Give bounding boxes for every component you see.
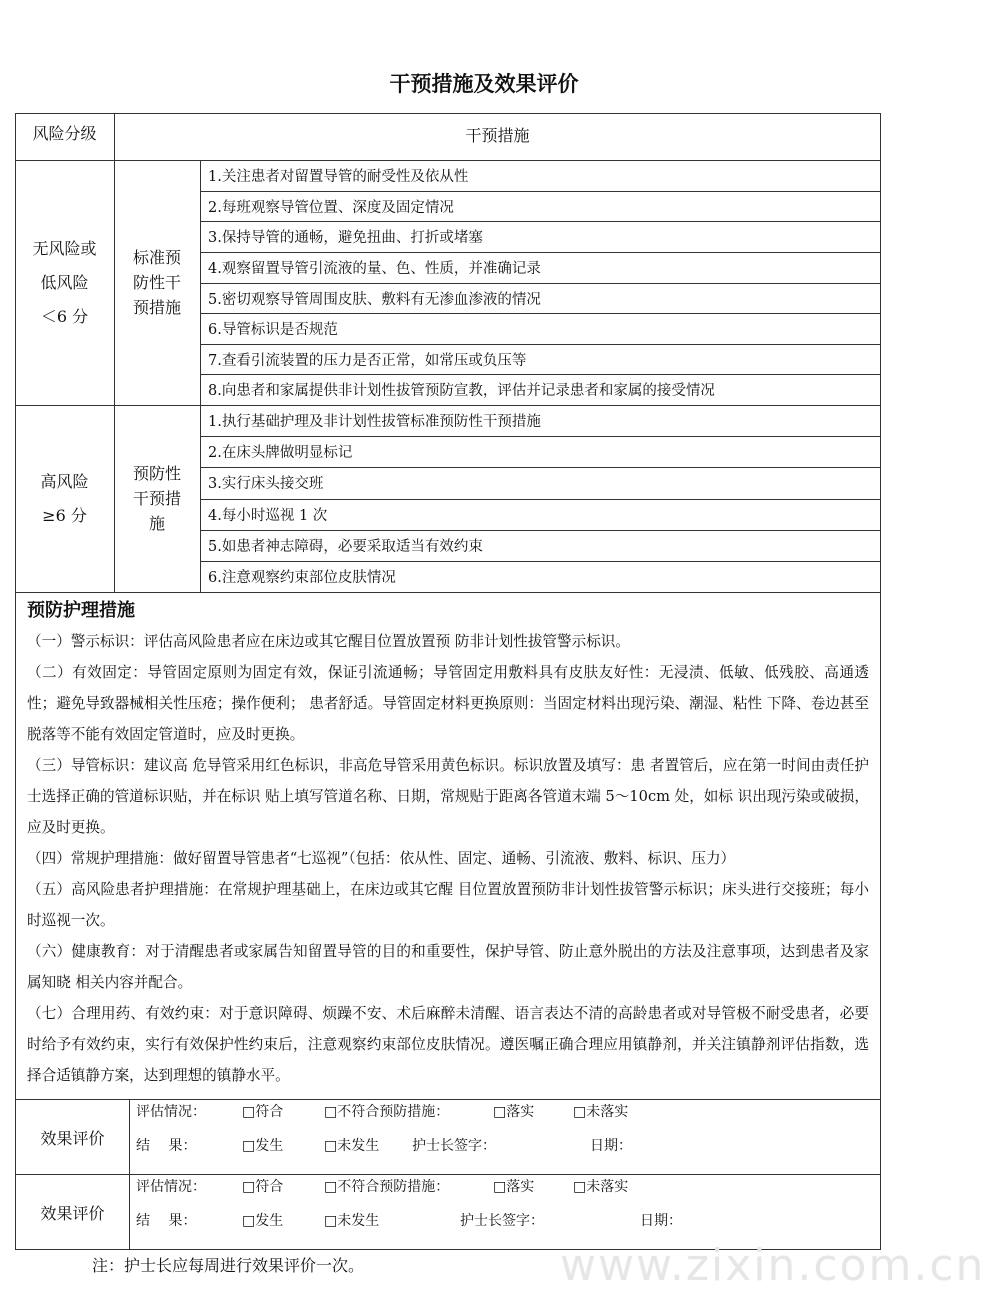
result-row: [136, 1211, 880, 1231]
risk-level-line: 高风险: [40, 471, 89, 491]
risk-level-cell: [15, 160, 114, 405]
evaluation-label: 效果评价: [16, 1100, 130, 1174]
intervention-type-line: 防性干: [132, 273, 181, 292]
not-occurred-checkbox[interactable]: □未发生: [324, 1138, 380, 1154]
divider: [200, 313, 881, 314]
evaluation-row: [16, 1174, 880, 1249]
nonconform-checkbox[interactable]: □不符合预防措施：: [324, 1104, 450, 1120]
risk-level-line: 无风险或: [32, 238, 97, 258]
intervention-item: 8.向患者和家属提供非计划性拔管预防宣教，评估并记录患者和家属的接受情况: [208, 383, 715, 400]
measure-paragraph: （五）高风险患者护理措施：在常规护理基础上，在床边或其它醒 目位置放置预防非计划性拔管警示标识；床头进行交接班；每小时巡视一次。: [27, 881, 869, 929]
risk-level-cell: [15, 405, 114, 592]
intervention-item: 5.如患者神志障碍，必要采取适当有效约束: [208, 538, 483, 555]
implemented-checkbox[interactable]: □落实: [493, 1104, 535, 1120]
divider: [200, 499, 881, 500]
measure-paragraph: （四）常规护理措施：做好留置导管患者“七巡视”（包括：依从性、固定、通畅、引流液、敷料、标识、压力）: [27, 850, 736, 867]
intervention-type-cell: [114, 405, 200, 592]
assessment-label: 评估情况：: [136, 1179, 206, 1195]
prevention-measures: [16, 592, 880, 1099]
evaluation-content: [130, 1100, 880, 1174]
header-intervention: 干预措施: [465, 126, 530, 145]
divider: [200, 221, 881, 222]
measures-heading: 预防护理措施: [27, 600, 135, 621]
intervention-item: 3.实行床头接交班: [208, 476, 324, 493]
divider: [200, 530, 881, 531]
assessment-label: 评估情况：: [136, 1104, 206, 1120]
intervention-type-line: 施: [148, 514, 165, 533]
divider: [200, 160, 201, 592]
intervention-item: 3.保持导管的通畅，避免扭曲、打折或堵塞: [208, 230, 483, 247]
page-title: 干预措施及效果评价: [389, 72, 579, 96]
lower-table: [15, 592, 881, 1250]
evaluation-rows: [16, 1099, 880, 1249]
head-nurse-signature-label: 护士长签字：: [460, 1213, 544, 1229]
occurred-checkbox[interactable]: □发生: [242, 1138, 284, 1154]
implemented-checkbox[interactable]: □落实: [493, 1179, 535, 1195]
divider: [200, 467, 881, 468]
intervention-item: 4.每小时巡视 1 次: [208, 507, 328, 524]
watermark: www.zixin.com.cn: [560, 1240, 985, 1291]
intervention-item: 6.导管标识是否规范: [208, 322, 338, 339]
intervention-type-line: 标准预: [132, 248, 181, 267]
header-risk-level: 风险分级: [32, 124, 97, 143]
evaluation-content: [130, 1175, 880, 1249]
result-row: [136, 1136, 880, 1156]
evaluation-label: 效果评价: [16, 1175, 130, 1249]
date-label: 日期：: [640, 1213, 682, 1229]
nonconform-checkbox[interactable]: □不符合预防措施：: [324, 1179, 450, 1195]
conform-checkbox[interactable]: □符合: [242, 1104, 284, 1120]
intervention-item: 7.查看引流装置的压力是否正常，如常压或负压等: [208, 352, 527, 369]
intervention-type-cell: [114, 160, 200, 405]
measure-paragraph: （三）导管标识：建议高 危导管采用红色标识，非高危导管采用黄色标识。标识放置及填写：患 者置管后，应在第一时间由责任护士选择正确的管道标识贴，并在标识 贴上填写管道名称、日期，常规贴于距离各管道末端 5～10cm 处，如标 识出现污染或破损，应及时更换。: [27, 757, 869, 836]
result-label: 结 果：: [136, 1138, 197, 1154]
measures-paragraphs: [27, 626, 869, 1091]
measure-paragraph: （一）警示标识：评估高风险患者应在床边或其它醒目位置放置预 防非计划性拔管警示标识。: [27, 633, 630, 650]
result-label: 结 果：: [136, 1213, 197, 1229]
intervention-item: 2.每班观察导管位置、深度及固定情况: [208, 199, 454, 216]
intervention-item: 1.执行基础护理及非计划性拔管标准预防性干预措施: [208, 414, 541, 430]
measure-paragraph: （二）有效固定：导管固定原则为固定有效，保证引流通畅；导管固定用敷料具有皮肤友好性：无浸渍、低敏、低残胶、高通透性；避免导致器械相关性压疮；操作便利； 患者舒适。导管固定材料更换原则：当固定材料出现污染、潮湿、粘性 下降、卷边甚至脱落等不能有效固定管道时，应及时更换。: [27, 664, 869, 743]
divider: [200, 374, 881, 375]
risk-level-line: 低风险: [40, 272, 89, 292]
risk-level-line: ≥6 分: [42, 505, 87, 525]
measure-paragraph: （六）健康教育：对于清醒患者或家属告知留置导管的目的和重要性，保护导管、防止意外脱出的方法及注意事项，达到患者及家属知晓 相关内容并配合。: [27, 943, 869, 991]
divider: [200, 191, 881, 192]
not-occurred-checkbox[interactable]: □未发生: [324, 1213, 380, 1229]
intervention-type-line: 预防性: [132, 464, 181, 483]
divider: [200, 283, 881, 284]
occurred-checkbox[interactable]: □发生: [242, 1213, 284, 1229]
conform-checkbox[interactable]: □符合: [242, 1179, 284, 1195]
intervention-item: 4.观察留置导管引流液的量、色、性质，并准确记录: [208, 260, 541, 277]
not-implemented-checkbox[interactable]: □未落实: [573, 1104, 629, 1120]
intervention-item: 5.密切观察导管周围皮肤、敷料有无渗血渗液的情况: [208, 291, 541, 308]
divider: [200, 344, 881, 345]
divider: [200, 436, 881, 437]
risk-level-line: ＜6 分: [40, 306, 89, 326]
measure-paragraph: （七）合理用药、有效约束：对于意识障碍、烦躁不安、术后麻醉未清醒、语言表达不清的高龄患者或对导管极不耐受患者，必要时给予有效约束，实行有效保护性约束后，注意观察约束部位皮肤情况。遵医嘱正确合理应用镇静剂，并关注镇静剂评估指数，选择合适镇静方案，达到理想的镇静水平。: [27, 1005, 869, 1084]
intervention-item: 2.在床头牌做明显标记: [208, 445, 353, 462]
intervention-type-line: 干预措: [132, 489, 181, 508]
intervention-item: 1.关注患者对留置导管的耐受性及依从性: [208, 169, 469, 185]
divider: [200, 252, 881, 253]
intervention-type-line: 预措施: [132, 298, 181, 317]
footnote: 注：护士长应每周进行效果评价一次。: [92, 1256, 365, 1275]
head-nurse-signature-label: 护士长签字：: [412, 1138, 496, 1154]
not-implemented-checkbox[interactable]: □未落实: [573, 1179, 629, 1195]
intervention-item: 6.注意观察约束部位皮肤情况: [208, 569, 396, 586]
evaluation-row: [16, 1099, 880, 1174]
lower-section: [15, 592, 881, 1278]
date-label: 日期：: [590, 1138, 632, 1154]
assessment-row: [136, 1102, 880, 1122]
assessment-row: [136, 1177, 880, 1197]
divider: [200, 561, 881, 562]
